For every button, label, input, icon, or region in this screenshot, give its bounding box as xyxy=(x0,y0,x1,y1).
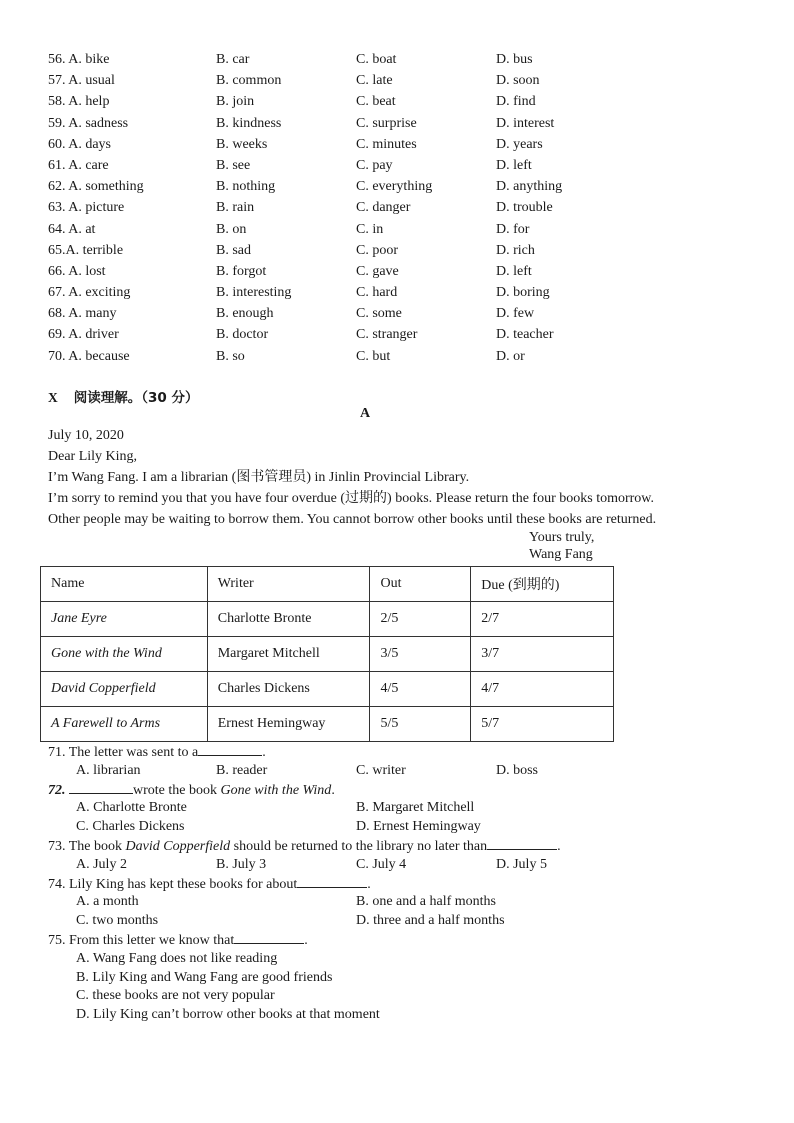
option-d: D. July 5 xyxy=(496,856,547,872)
question-end: . xyxy=(304,932,308,948)
section-title: 阅读理解。（30 分） xyxy=(73,390,199,406)
section-number: X xyxy=(48,390,58,405)
option-d: D. interest xyxy=(496,115,555,131)
option-a: 58. A. help xyxy=(48,94,110,110)
option-a: 68. A. many xyxy=(48,306,117,322)
section-heading xyxy=(48,386,199,406)
option-a: A. Wang Fang does not like reading xyxy=(76,950,278,966)
option-row xyxy=(48,240,768,261)
letter-signoff xyxy=(529,529,594,563)
letter-closing: Yours truly, xyxy=(529,530,595,545)
question-options xyxy=(48,950,748,969)
option-c: C. pay xyxy=(356,157,393,173)
book-writer: Margaret Mitchell xyxy=(207,637,370,672)
question-options xyxy=(48,893,748,912)
option-c: C. late xyxy=(356,73,393,89)
option-a: 66. A. lost xyxy=(48,263,106,279)
option-b: B. Lily King and Wang Fang are good friends xyxy=(76,969,333,985)
option-d: D. boring xyxy=(496,285,550,301)
option-a: 57. A. usual xyxy=(48,73,115,89)
option-a: 63. A. picture xyxy=(48,200,125,216)
option-c: C. July 4 xyxy=(356,856,407,872)
book-out: 2/5 xyxy=(370,602,471,637)
option-a: 67. A. exciting xyxy=(48,285,131,301)
question-stem: 75. From this letter we know that xyxy=(48,932,235,948)
question-end: . xyxy=(367,876,371,892)
letter-line: Other people may be waiting to borrow them. You cannot borrow other books until these books are returned. xyxy=(48,512,657,527)
option-b: B. forgot xyxy=(216,263,267,279)
option-b: B. rain xyxy=(216,200,255,216)
book-due: 4/7 xyxy=(471,672,614,707)
option-b: B. see xyxy=(216,157,251,173)
table-row xyxy=(41,637,614,672)
header-writer: Writer xyxy=(207,567,370,602)
option-b: B. sad xyxy=(216,242,251,258)
header-out: Out xyxy=(370,567,471,602)
question-options xyxy=(48,987,748,1006)
question-stem: should be returned to the library no later than xyxy=(230,838,488,854)
book-out: 5/5 xyxy=(370,707,471,742)
option-b: B. reader xyxy=(216,762,268,778)
option-row xyxy=(48,197,768,218)
option-a: A. librarian xyxy=(76,762,141,778)
question-options xyxy=(48,799,748,818)
question-options xyxy=(48,1006,748,1025)
answer-blank xyxy=(487,837,557,850)
option-c: C. everything xyxy=(356,179,433,195)
option-d: D. Ernest Hemingway xyxy=(356,819,481,835)
question-74 xyxy=(48,875,748,894)
option-b: B. common xyxy=(216,73,282,89)
option-c: C. but xyxy=(356,348,391,364)
answer-blank xyxy=(69,781,133,794)
table-row xyxy=(41,602,614,637)
book-due: 3/7 xyxy=(471,637,614,672)
book-writer: Ernest Hemingway xyxy=(207,707,370,742)
option-a: 56. A. bike xyxy=(48,52,110,67)
option-row xyxy=(48,155,768,176)
option-row xyxy=(48,49,768,70)
option-b: B. Margaret Mitchell xyxy=(356,800,475,816)
book-name: Jane Eyre xyxy=(41,602,208,637)
option-c: C. stranger xyxy=(356,327,418,343)
book-name: A Farewell to Arms xyxy=(41,707,208,742)
option-row xyxy=(48,261,768,282)
option-row xyxy=(48,219,768,240)
option-a: 69. A. driver xyxy=(48,327,119,343)
letter-line: I’m sorry to remind you that you have four overdue (过期的) books. Please return the four books tomorrow. xyxy=(48,491,655,506)
option-c: C. in xyxy=(356,221,384,237)
question-options xyxy=(48,818,748,837)
option-d: D. find xyxy=(496,94,536,110)
question-72 xyxy=(48,781,748,800)
answer-blank xyxy=(297,875,367,888)
option-d: D. few xyxy=(496,306,535,322)
book-title: Gone with the Wind xyxy=(220,782,332,798)
option-a: 70. A. because xyxy=(48,348,130,364)
book-out: 4/5 xyxy=(370,672,471,707)
book-due: 2/7 xyxy=(471,602,614,637)
option-d: D. bus xyxy=(496,52,533,67)
option-a: 61. A. care xyxy=(48,157,109,173)
book-due: 5/7 xyxy=(471,707,614,742)
question-options xyxy=(48,762,748,781)
book-out: 3/5 xyxy=(370,637,471,672)
option-a: 64. A. at xyxy=(48,221,96,237)
option-c: C. surprise xyxy=(356,115,417,131)
option-d: D. boss xyxy=(496,762,539,778)
question-stem: wrote the book xyxy=(133,782,221,798)
answer-blank xyxy=(198,743,262,756)
book-name: Gone with the Wind xyxy=(41,637,208,672)
option-b: B. on xyxy=(216,221,247,237)
option-d: D. teacher xyxy=(496,327,554,343)
option-d: D. three and a half months xyxy=(356,913,505,929)
option-row xyxy=(48,134,768,155)
letter-date: July 10, 2020 xyxy=(48,428,124,443)
option-a: A. a month xyxy=(76,894,139,910)
option-c: C. gave xyxy=(356,263,399,279)
book-name: David Copperfield xyxy=(41,672,208,707)
option-b: B. enough xyxy=(216,306,274,322)
question-stem: 74. Lily King has kept these books for about xyxy=(48,876,298,892)
question-73 xyxy=(48,837,748,856)
header-due: Due (到期的) xyxy=(471,567,614,602)
table-header-row xyxy=(41,567,614,602)
option-b: B. kindness xyxy=(216,115,282,131)
option-row xyxy=(48,176,768,197)
passage-label: A xyxy=(359,406,371,421)
option-row xyxy=(48,282,768,303)
option-c: C. writer xyxy=(356,762,406,778)
option-row xyxy=(48,91,768,112)
option-d: D. rich xyxy=(496,242,535,258)
option-c: C. boat xyxy=(356,52,397,67)
book-writer: Charles Dickens xyxy=(207,672,370,707)
answer-blank xyxy=(234,931,304,944)
option-row xyxy=(48,113,768,134)
question-options xyxy=(48,856,748,875)
question-options xyxy=(48,912,748,931)
option-c: C. two months xyxy=(76,913,159,929)
option-c: C. some xyxy=(356,306,402,322)
option-a: 65.A. terrible xyxy=(48,242,124,258)
option-row xyxy=(48,324,768,345)
option-d: D. or xyxy=(496,348,525,364)
option-c: C. minutes xyxy=(356,136,417,152)
letter-body xyxy=(48,425,748,530)
question-75 xyxy=(48,931,748,950)
option-d: D. left xyxy=(496,157,532,173)
cloze-options-grid xyxy=(48,49,768,367)
question-71: 71. The letter was sent to a . xyxy=(48,745,266,760)
option-d: D. trouble xyxy=(496,200,553,216)
books-table xyxy=(40,566,614,742)
option-b: B. so xyxy=(216,348,245,364)
option-a: A. Charlotte Bronte xyxy=(76,800,187,816)
option-c: C. these books are not very popular xyxy=(76,988,275,1004)
question-number: 72. xyxy=(48,782,66,798)
option-d: D. soon xyxy=(496,73,540,89)
question-end: . xyxy=(331,782,335,798)
question-options xyxy=(48,969,748,988)
option-d: D. for xyxy=(496,221,530,237)
book-writer: Charlotte Bronte xyxy=(207,602,370,637)
option-a: A. July 2 xyxy=(76,856,127,872)
question-stem: 73. The book xyxy=(48,838,126,854)
option-d: D. years xyxy=(496,136,543,152)
table-row xyxy=(41,672,614,707)
option-d: D. left xyxy=(496,263,532,279)
option-b: B. one and a half months xyxy=(356,894,496,910)
option-b: B. interesting xyxy=(216,285,292,301)
option-c: C. poor xyxy=(356,242,398,258)
option-row xyxy=(48,70,768,91)
letter-signature: Wang Fang xyxy=(529,547,593,562)
option-b: B. join xyxy=(216,94,255,110)
option-a: 62. A. something xyxy=(48,179,144,195)
option-a: 59. A. sadness xyxy=(48,115,129,131)
question-end: . xyxy=(557,838,561,854)
option-d: D. anything xyxy=(496,179,563,195)
option-b: B. doctor xyxy=(216,327,269,343)
option-b: B. car xyxy=(216,52,250,67)
option-c: C. hard xyxy=(356,285,398,301)
option-b: B. nothing xyxy=(216,179,276,195)
questions-block xyxy=(48,743,748,1025)
book-title: David Copperfield xyxy=(125,838,231,854)
question-stem: 71. The letter was sent to a xyxy=(48,745,199,760)
option-c: C. danger xyxy=(356,200,411,216)
option-c: C. beat xyxy=(356,94,396,110)
header-name: Name xyxy=(41,567,208,602)
letter-greeting: Dear Lily King, xyxy=(48,449,138,464)
option-d: D. Lily King can’t borrow other books at that moment xyxy=(76,1007,380,1023)
letter-line: I’m Wang Fang. I am a librarian (图书管理员) in Jinlin Provincial Library. xyxy=(48,470,470,485)
option-a: 60. A. days xyxy=(48,136,111,152)
option-b: B. July 3 xyxy=(216,856,267,872)
option-b: B. weeks xyxy=(216,136,268,152)
option-row xyxy=(48,346,768,367)
table-row xyxy=(41,707,614,742)
option-row xyxy=(48,303,768,324)
option-c: C. Charles Dickens xyxy=(76,819,185,835)
